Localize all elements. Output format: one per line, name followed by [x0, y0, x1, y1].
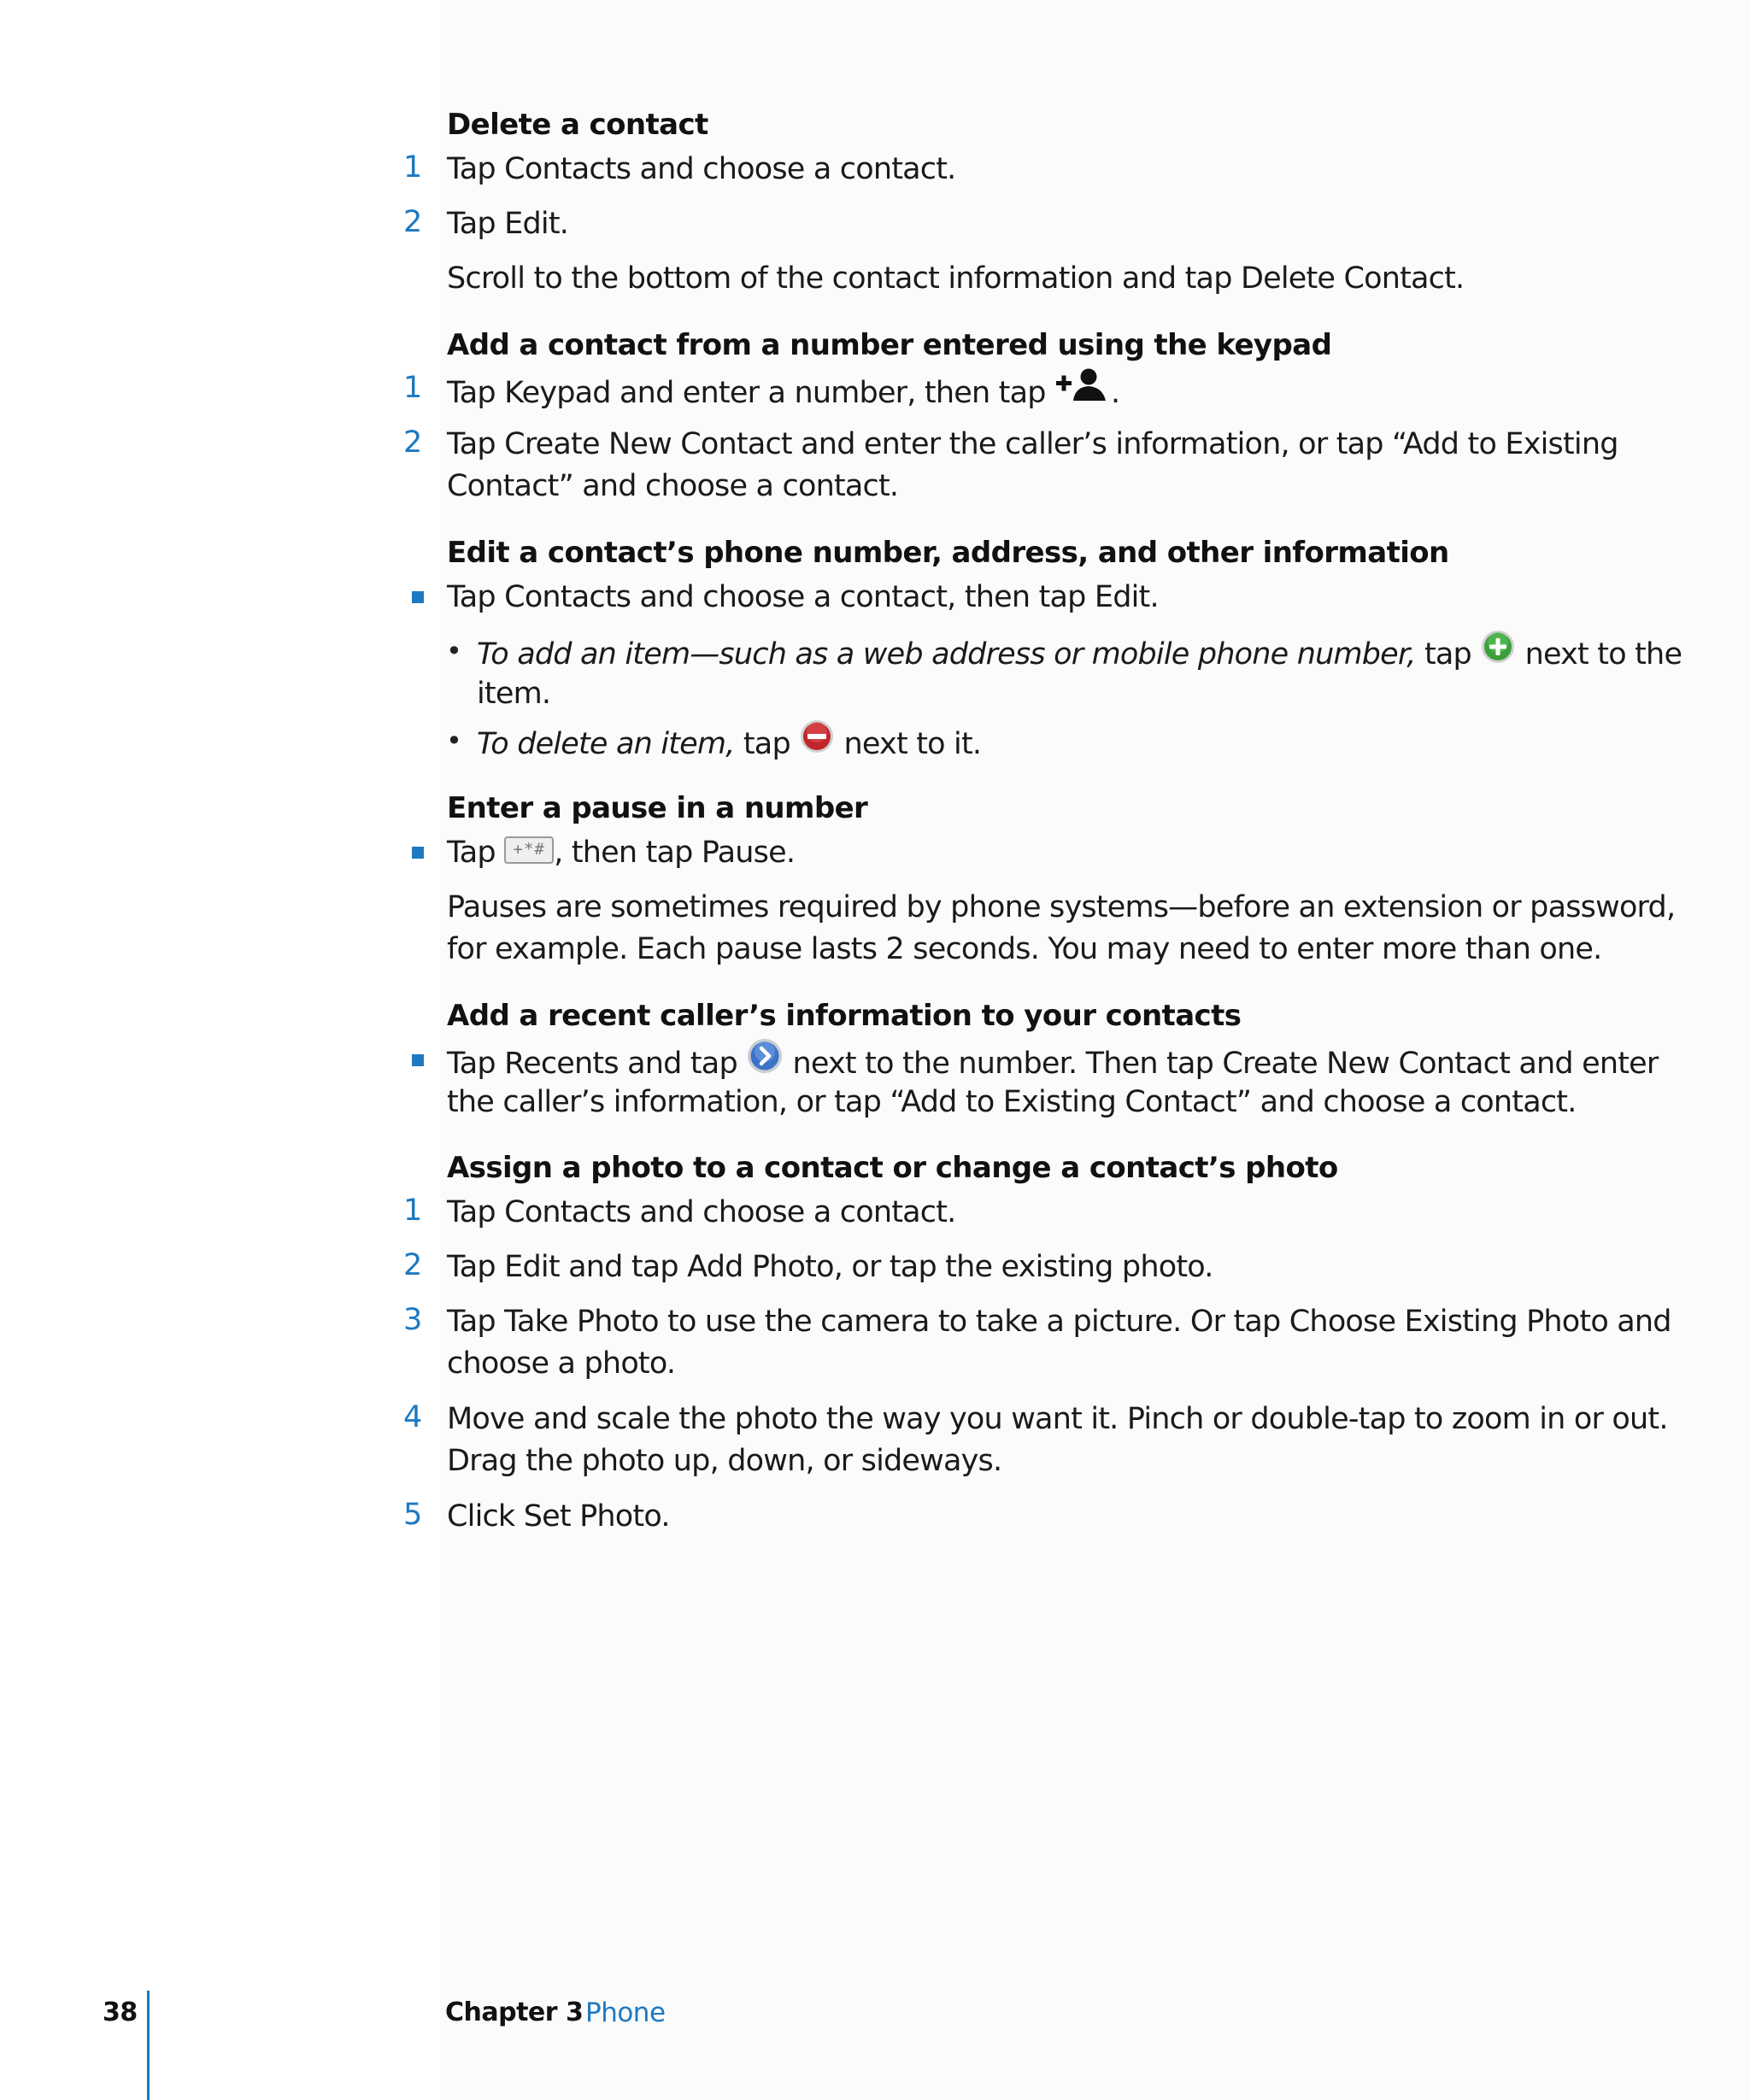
section-heading-edit-contact: Edit a contact’s phone number, address, and other information	[447, 536, 1449, 570]
step-number: 1	[403, 371, 422, 405]
sub-bullet-mid: tap	[743, 727, 790, 761]
red-minus-icon	[799, 719, 835, 766]
paragraph-line1: Pauses are sometimes required by phone systems—before an extension or password,	[447, 890, 1676, 924]
sub-bullet-after: next to the	[1524, 637, 1682, 672]
bullet-text-before: Tap	[447, 836, 496, 870]
sub-bullet-italic: To delete an item,	[477, 727, 735, 761]
square-bullet	[412, 591, 424, 603]
step-number: 5	[403, 1498, 422, 1532]
step-text: Tap Contacts and choose a contact.	[447, 152, 956, 186]
step-text: Tap Contacts and choose a contact.	[447, 1195, 956, 1229]
sub-bullet-line2: item.	[477, 677, 551, 711]
bullet-text-after: next to the number. Then tap Create New Contact and enter	[792, 1047, 1659, 1081]
step-number: 2	[403, 1248, 422, 1282]
section-heading-delete-contact: Delete a contact	[447, 108, 708, 142]
paragraph-text: Scroll to the bottom of the contact information and tap Delete Contact.	[447, 261, 1465, 296]
bullet-text	[447, 832, 1592, 874]
section-heading-enter-pause: Enter a pause in a number	[447, 791, 868, 825]
dot-bullet: •	[446, 635, 462, 667]
section-heading-assign-photo: Assign a photo to a contact or change a contact’s photo	[447, 1151, 1338, 1185]
sub-bullet-mid: tap	[1424, 637, 1471, 672]
step-number: 1	[403, 150, 422, 185]
square-bullet	[412, 847, 424, 859]
step-text	[447, 369, 1592, 419]
step-number: 4	[403, 1400, 422, 1434]
step-text-line2: choose a photo.	[447, 1346, 676, 1381]
dot-bullet: •	[446, 724, 462, 757]
square-bullet	[412, 1054, 424, 1066]
bullet-text-after: , then tap Pause.	[554, 836, 796, 870]
sub-bullet-text	[477, 721, 1588, 769]
add-contact-icon	[1054, 367, 1111, 416]
sub-bullet-italic: To add an item—such as a web address or mobile phone number,	[477, 637, 1416, 672]
step-text-line1: Tap Create New Contact and enter the caller’s information, or tap “Add to Existing	[447, 427, 1618, 461]
paragraph-line2: for example. Each pause lasts 2 seconds. You may need to enter more than one.	[447, 932, 1602, 966]
step-number: 1	[403, 1194, 422, 1228]
step-number: 2	[403, 425, 422, 460]
step-text: Tap Edit.	[447, 207, 569, 241]
footer-rule	[147, 1991, 150, 2100]
section-heading-recent-caller: Add a recent caller’s information to your contacts	[447, 999, 1242, 1033]
step-text-after: .	[1110, 376, 1120, 410]
bullet-text-line2: the caller’s information, or tap “Add to Existing Contact” and choose a contact.	[447, 1085, 1577, 1119]
step-number: 3	[403, 1303, 422, 1337]
pause-keys-icon: +*#	[504, 836, 554, 864]
step-text-line1: Move and scale the photo the way you want it. Pinch or double-tap to zoom in or out.	[447, 1402, 1668, 1436]
page-number: 38	[103, 1997, 138, 2027]
section-heading-add-from-keypad: Add a contact from a number entered using the keypad	[447, 328, 1332, 362]
step-number: 2	[403, 205, 422, 239]
bullet-text: Tap Contacts and choose a contact, then tap Edit.	[447, 580, 1159, 614]
sub-bullet-after: next to it.	[843, 727, 982, 761]
footer-chapter: Chapter 3	[445, 1997, 584, 2027]
step-text-line1: Tap Take Photo to use the camera to take a picture. Or tap Choose Existing Photo and	[447, 1305, 1671, 1339]
bullet-text-before: Tap Recents and tap	[447, 1047, 737, 1081]
footer-chapter-title[interactable]: Phone	[585, 1997, 666, 2028]
green-plus-icon	[1480, 629, 1516, 677]
step-text-before: Tap Keypad and enter a number, then tap	[447, 376, 1046, 410]
blue-arrow-icon	[746, 1037, 784, 1087]
step-text-line2: Drag the photo up, down, or sideways.	[447, 1444, 1002, 1478]
step-text-line2: Contact” and choose a contact.	[447, 469, 899, 503]
step-text: Click Set Photo.	[447, 1499, 670, 1534]
step-text: Tap Edit and tap Add Photo, or tap the existing photo.	[447, 1250, 1213, 1284]
sub-bullet-text	[477, 631, 1682, 679]
